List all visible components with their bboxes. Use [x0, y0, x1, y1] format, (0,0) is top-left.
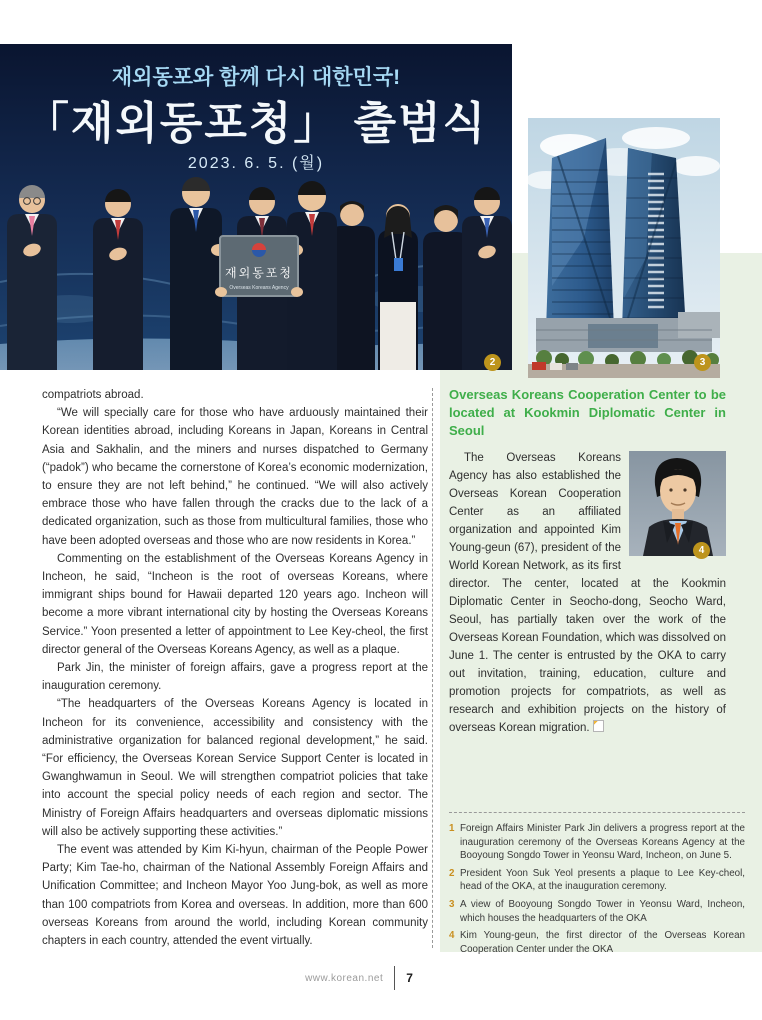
main-ceremony-photo [0, 44, 512, 370]
caption-item [449, 929, 745, 956]
caption-text: Kim Young-geun, the first director of the Overseas Korean Cooperation Center under the OKA [460, 930, 745, 955]
footer-site-url: www.korean.net [305, 972, 384, 984]
footer-page-number: 7 [406, 971, 413, 985]
caption-number: 3 [449, 898, 455, 910]
banner-title: 「재외동포청」 출범식 [24, 99, 488, 148]
banner-date: 2023. 6. 5. (월) [187, 155, 325, 172]
tower-photo [528, 118, 720, 378]
ceremony-photo-illustration [0, 44, 512, 370]
photo-badge-3: 3 [694, 354, 711, 371]
section-body-text: The Overseas Koreans Agency has also established the Overseas Korean Cooperation Center as an affiliated organization and appointed Kim Young-geun (67), president of the World Korean Network, as its first director. The center, located at the Kookmin Diplomatic Center in Seocho-dong, Seocho Ward, Seoul, has partially taken over the work of the Overseas Korean Foundation, which was dissolved on June 1. The center is entrusted by the OKA to carry out invitation, training, education, culture and promotion projects for compatriots, as well as research and exhibition projects on the history of overseas Korean migration. [449, 452, 726, 734]
caption-text: Foreign Affairs Minister Park Jin delivers a progress report at the inauguration ceremony of the Overseas Koreans Agency at the Booyoung Songdo Tower in Yeonsu Ward, Incheon, on June 5. [460, 823, 745, 862]
article-right-column [449, 386, 726, 737]
footer-divider [394, 966, 395, 990]
tower-photo-illustration [528, 118, 720, 378]
agency-plaque [215, 236, 303, 297]
article-paragraph: Commenting on the establishment of the Overseas Koreans Agency in Incheon, he said, “Incheon is the root of overseas Koreans, where immigrant ships bound for Hawaii departed 120 years ago. Incheon will become a more vibrant international city by hosting the Overseas Koreans Service.” Yoon presented a letter of appointment to Lee Key-cheol, the first director general of the Overseas Koreans Agency, as well as a plaque. [42, 552, 428, 656]
article-paragraph: Park Jin, the minister of foreign affairs, gave a progress report at the inauguration ceremony. [42, 662, 428, 693]
caption-number: 2 [449, 867, 455, 879]
caption-item [449, 822, 745, 863]
article-end-mark-icon [593, 720, 604, 732]
caption-number: 1 [449, 823, 455, 834]
page-footer [0, 966, 740, 990]
caption-text: A view of Booyoung Songdo Tower in Yeonsu Ward, Incheon, which houses the headquarters of the OKA [460, 898, 745, 924]
photo-badge-4: 4 [693, 542, 710, 559]
left-tower [542, 134, 618, 334]
plaque-english-text: Overseas Koreans Agency [229, 285, 289, 291]
caption-item [449, 867, 745, 894]
photo-badge-2: 2 [484, 354, 501, 371]
column-divider [432, 388, 433, 948]
section-heading: Overseas Koreans Cooperation Center to be located at Kookmin Diplomatic Center in Seoul [449, 387, 726, 438]
photo-caption-box [449, 812, 745, 960]
caption-number: 4 [449, 930, 455, 942]
caption-text: President Yoon Suk Yeol presents a plaque to Lee Key-cheol, head of the OKA, at the inauguration ceremony. [460, 867, 745, 893]
article-paragraph: The event was attended by Kim Ki-hyun, chairman of the People Power Party; Kim Tae-ho, chairman of the National Assembly Foreign Affairs and Unification Committee; and Incheon Mayor Yoo Jung-bok, as well as more than 100 compatriots from Korea and overseas. In addition, more than 600 overseas Koreans from around the world, including Korean community chapters in each country, attended the event virtually. [42, 844, 428, 948]
article-left-column [42, 386, 428, 950]
banner-slogan: 재외동포와 함께 다시 대한민국! [111, 66, 401, 89]
portrait-photo [629, 451, 726, 556]
article-paragraph: compatriots abroad. [42, 389, 144, 401]
portrait-illustration [629, 451, 726, 556]
article-paragraph: “We will specially care for those who have arduously maintained their Korean identities abroad, including Koreans in Japan, Koreans in Central Asia and Sakhalin, and the miners and nurses dispatched to Germany (“padok”) who became the cornerstone of Korea’s economic modernization, to ensure they are not left behind,” he continued. “We will also actively embrace those who have fallen through the cracks due to the lack of a dedicated organization, such as those from multicultural families, those who have been adopted overseas and those who are now residents in Korea.” [42, 407, 428, 547]
article-paragraph: “The headquarters of the Overseas Koreans Agency is located in Incheon for its convenience, accessibility and consistency with the administrative organization for balanced regional development,” he said. “For efficiency, the Overseas Korean Service Support Center is located in Gwanghwamun in Seoul. We will strengthen compatriot policies that take into account the special policy needs of each region and sector. The Ministry of Foreign Affairs headquarters and overseas diplomatic missions will also be actively supporting these activities.” [42, 698, 428, 838]
caption-item [449, 898, 745, 925]
plaque-korean-text: 재외동포청 [225, 266, 293, 280]
